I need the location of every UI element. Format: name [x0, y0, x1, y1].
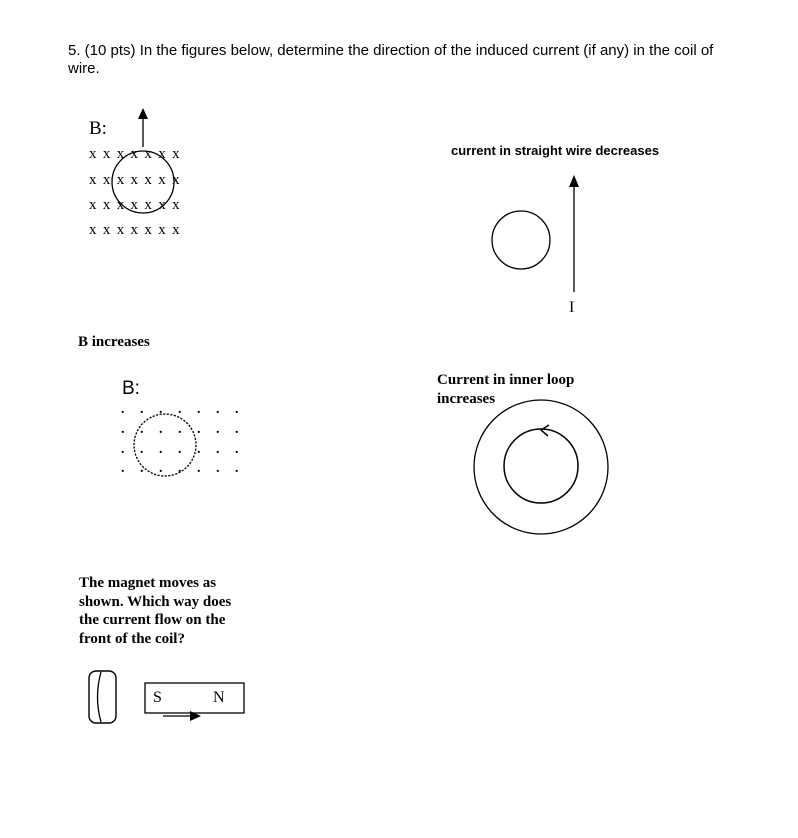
- fig3-dot-row: . . . . . . .: [121, 422, 245, 437]
- fig1-x-row: x x x x x x x: [89, 146, 181, 162]
- fig1-b-label: B:: [89, 118, 107, 139]
- fig5-pole-n: N: [213, 689, 225, 706]
- fig3-b-label: B:: [122, 378, 140, 399]
- fig2-caption: current in straight wire decreases: [451, 143, 660, 158]
- fig5-coil: [89, 671, 116, 723]
- fig5-caption-line: shown. Which way does: [79, 593, 232, 610]
- fig3-dot-row: . . . . . . .: [121, 461, 245, 476]
- fig3-dot-row: . . . . . . .: [121, 442, 245, 457]
- fig5-pole-s: S: [153, 689, 162, 706]
- fig4-caption-line: Current in inner loop: [437, 372, 575, 388]
- fig3-dot-row: . . . . . . .: [121, 402, 245, 417]
- question-text: 5. (10 pts) In the figures below, determine the direction of the induced current (if any) in the coil of wire.: [68, 42, 714, 77]
- fig1-x-row: x x x x x x x: [89, 222, 181, 238]
- fig2-current-label: I: [569, 299, 575, 316]
- fig5-caption-line: the current flow on the: [79, 612, 226, 628]
- fig1-x-row: x x x x x x x: [89, 172, 181, 188]
- fig1-x-row: x x x x x x x: [89, 197, 181, 213]
- fig1-caption: B increases: [78, 334, 150, 350]
- fig5-caption-line: front of the coil?: [79, 630, 185, 647]
- fig4-caption-line: increases: [437, 391, 496, 407]
- fig5-caption-line: The magnet moves as: [79, 575, 217, 591]
